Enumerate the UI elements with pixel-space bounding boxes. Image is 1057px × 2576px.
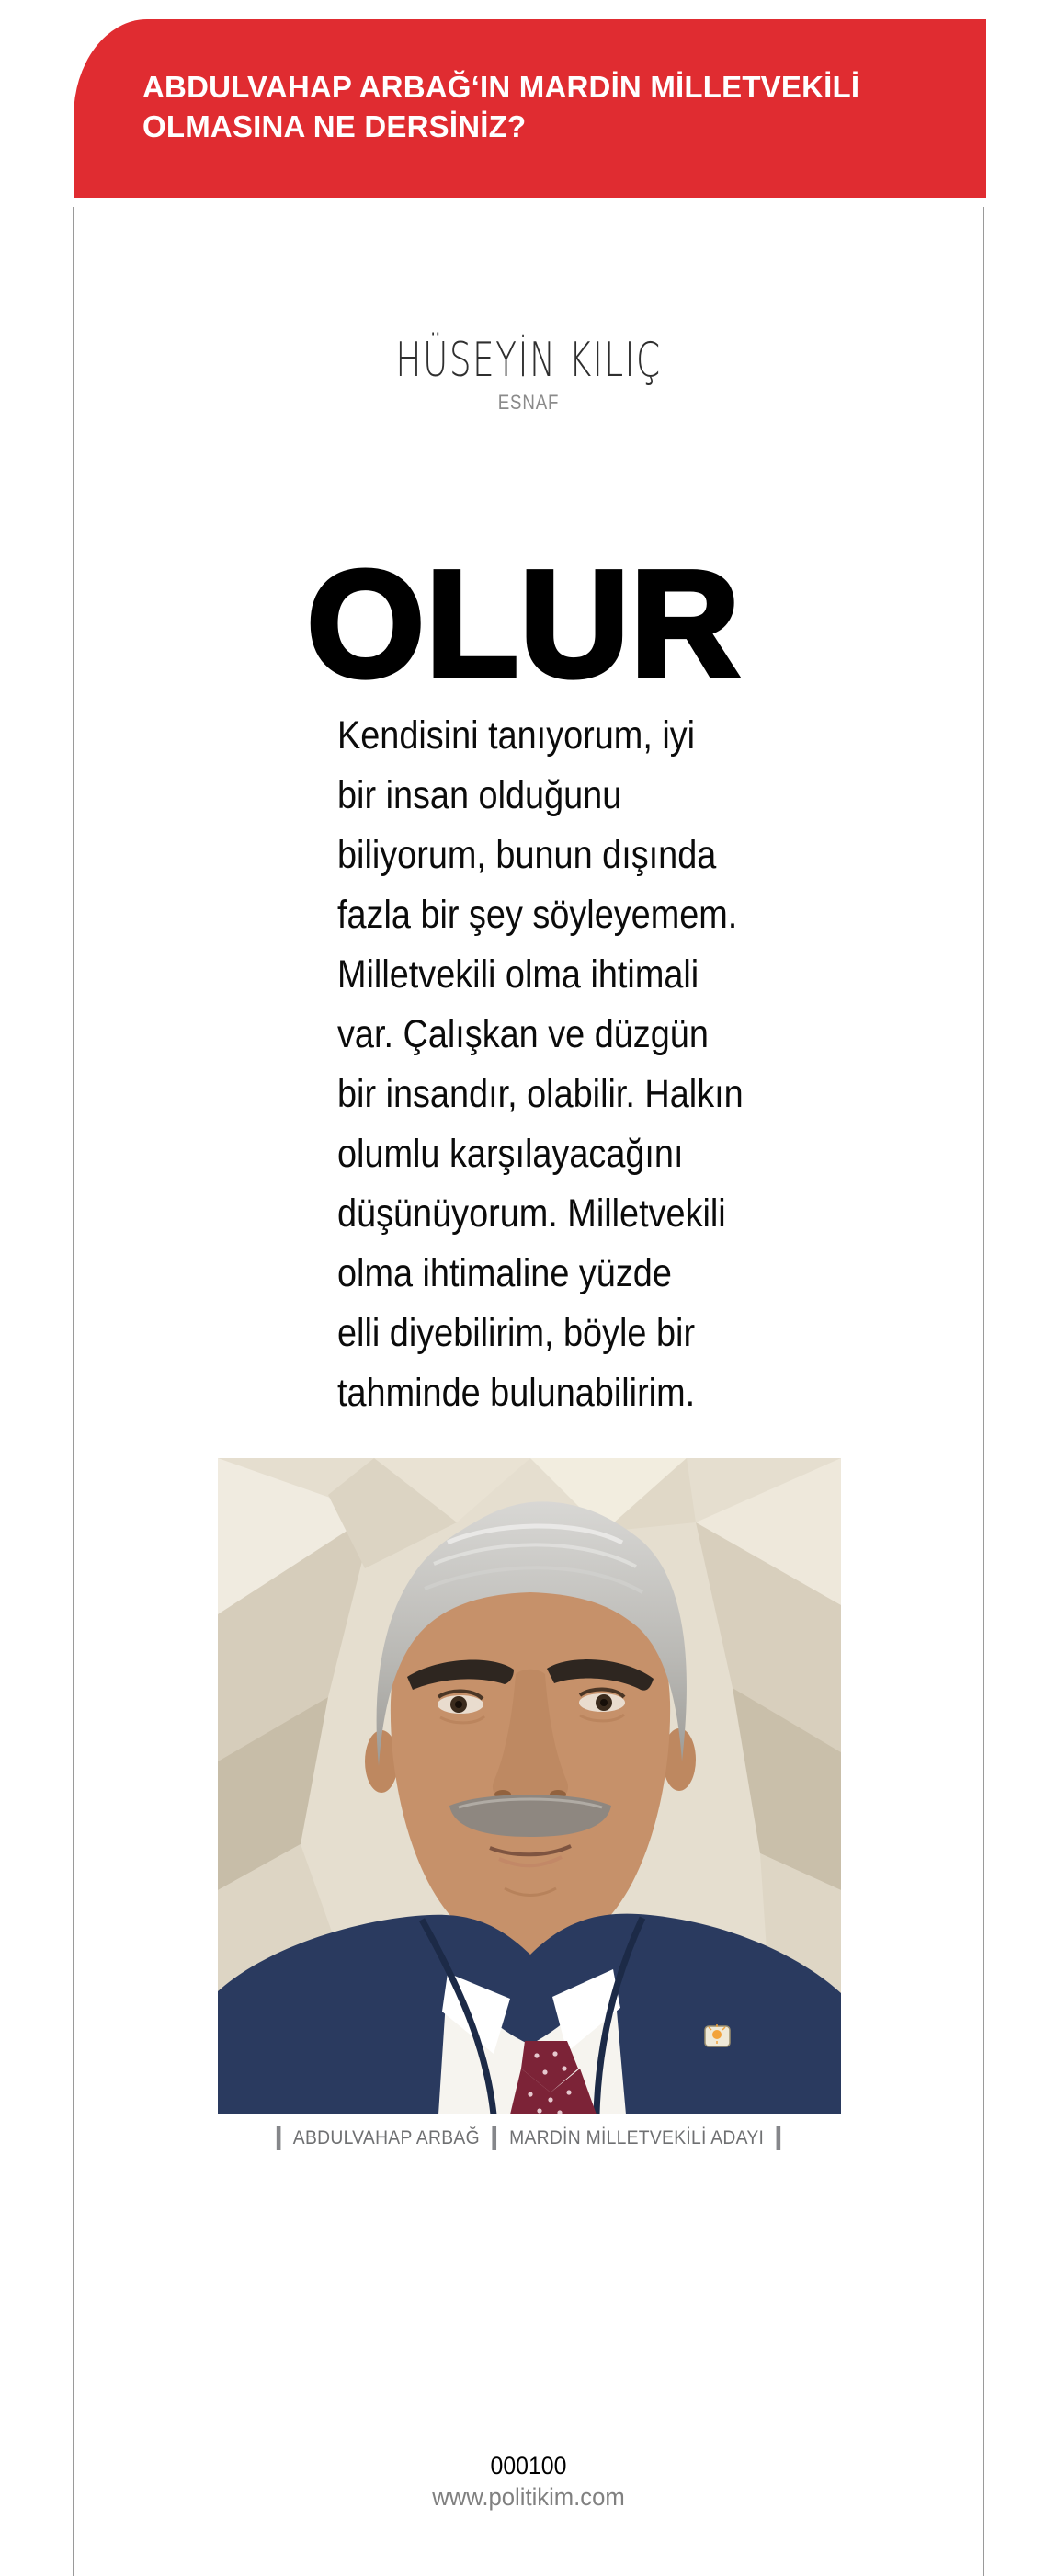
question-header bbox=[74, 19, 986, 198]
quote-line: olumlu karşılayacağını bbox=[337, 1132, 684, 1176]
quote-line: düşünüyorum. Milletvekili bbox=[337, 1191, 726, 1236]
footer bbox=[0, 2451, 1057, 2513]
quote-line: elli diyebilirim, böyle bir bbox=[337, 1311, 696, 1355]
quote-line: olma ihtimaline yüzde bbox=[337, 1251, 672, 1295]
caption-separator-bar bbox=[276, 2126, 280, 2150]
speaker-name: HÜSEYİN KILIÇ bbox=[395, 333, 662, 388]
photo-caption bbox=[42, 2126, 1015, 2150]
question-line-2: OLMASINA NE DERSİNİZ? bbox=[142, 109, 527, 143]
quote-line: var. Çalışkan ve düzgün bbox=[337, 1012, 709, 1056]
left-vertical-rule bbox=[73, 207, 74, 2576]
quote-line: biliyorum, bunun dışında bbox=[337, 833, 717, 877]
quote-line: bir insan olduğunu bbox=[337, 773, 622, 817]
right-vertical-rule bbox=[983, 207, 984, 2576]
caption-name: ABDULVAHAP ARBAĞ bbox=[292, 2127, 480, 2149]
quote-line: fazla bir şey söyleyemem. bbox=[337, 893, 738, 937]
quote-line: tahminde bulunabilirim. bbox=[337, 1371, 696, 1415]
footer-code: 000100 bbox=[490, 2452, 567, 2479]
verdict-text: OLUR bbox=[307, 540, 742, 708]
speaker-block bbox=[0, 333, 1057, 414]
caption-separator-bar bbox=[777, 2126, 781, 2150]
footer-website: www.politikim.com bbox=[432, 2483, 625, 2511]
question-line-1: ABDULVAHAP ARBAĞ‘IN MARDİN MİLLETVEKİLİ bbox=[142, 70, 860, 104]
candidate-portrait-illustration bbox=[218, 1458, 841, 2114]
quote-line: bir insandır, olabilir. Halkın bbox=[337, 1072, 744, 1116]
party-pin bbox=[705, 2024, 730, 2046]
candidate-photo bbox=[218, 1458, 841, 2114]
quote-line: Milletvekili olma ihtimali bbox=[337, 952, 699, 997]
caption-separator-bar bbox=[493, 2126, 497, 2150]
caption-title: MARDİN MİLLETVEKİLİ ADAYI bbox=[509, 2127, 765, 2149]
speaker-role: ESNAF bbox=[497, 391, 560, 414]
quote-line: Kendisini tanıyorum, iyi bbox=[337, 713, 696, 758]
quote-paragraph bbox=[337, 706, 790, 1423]
